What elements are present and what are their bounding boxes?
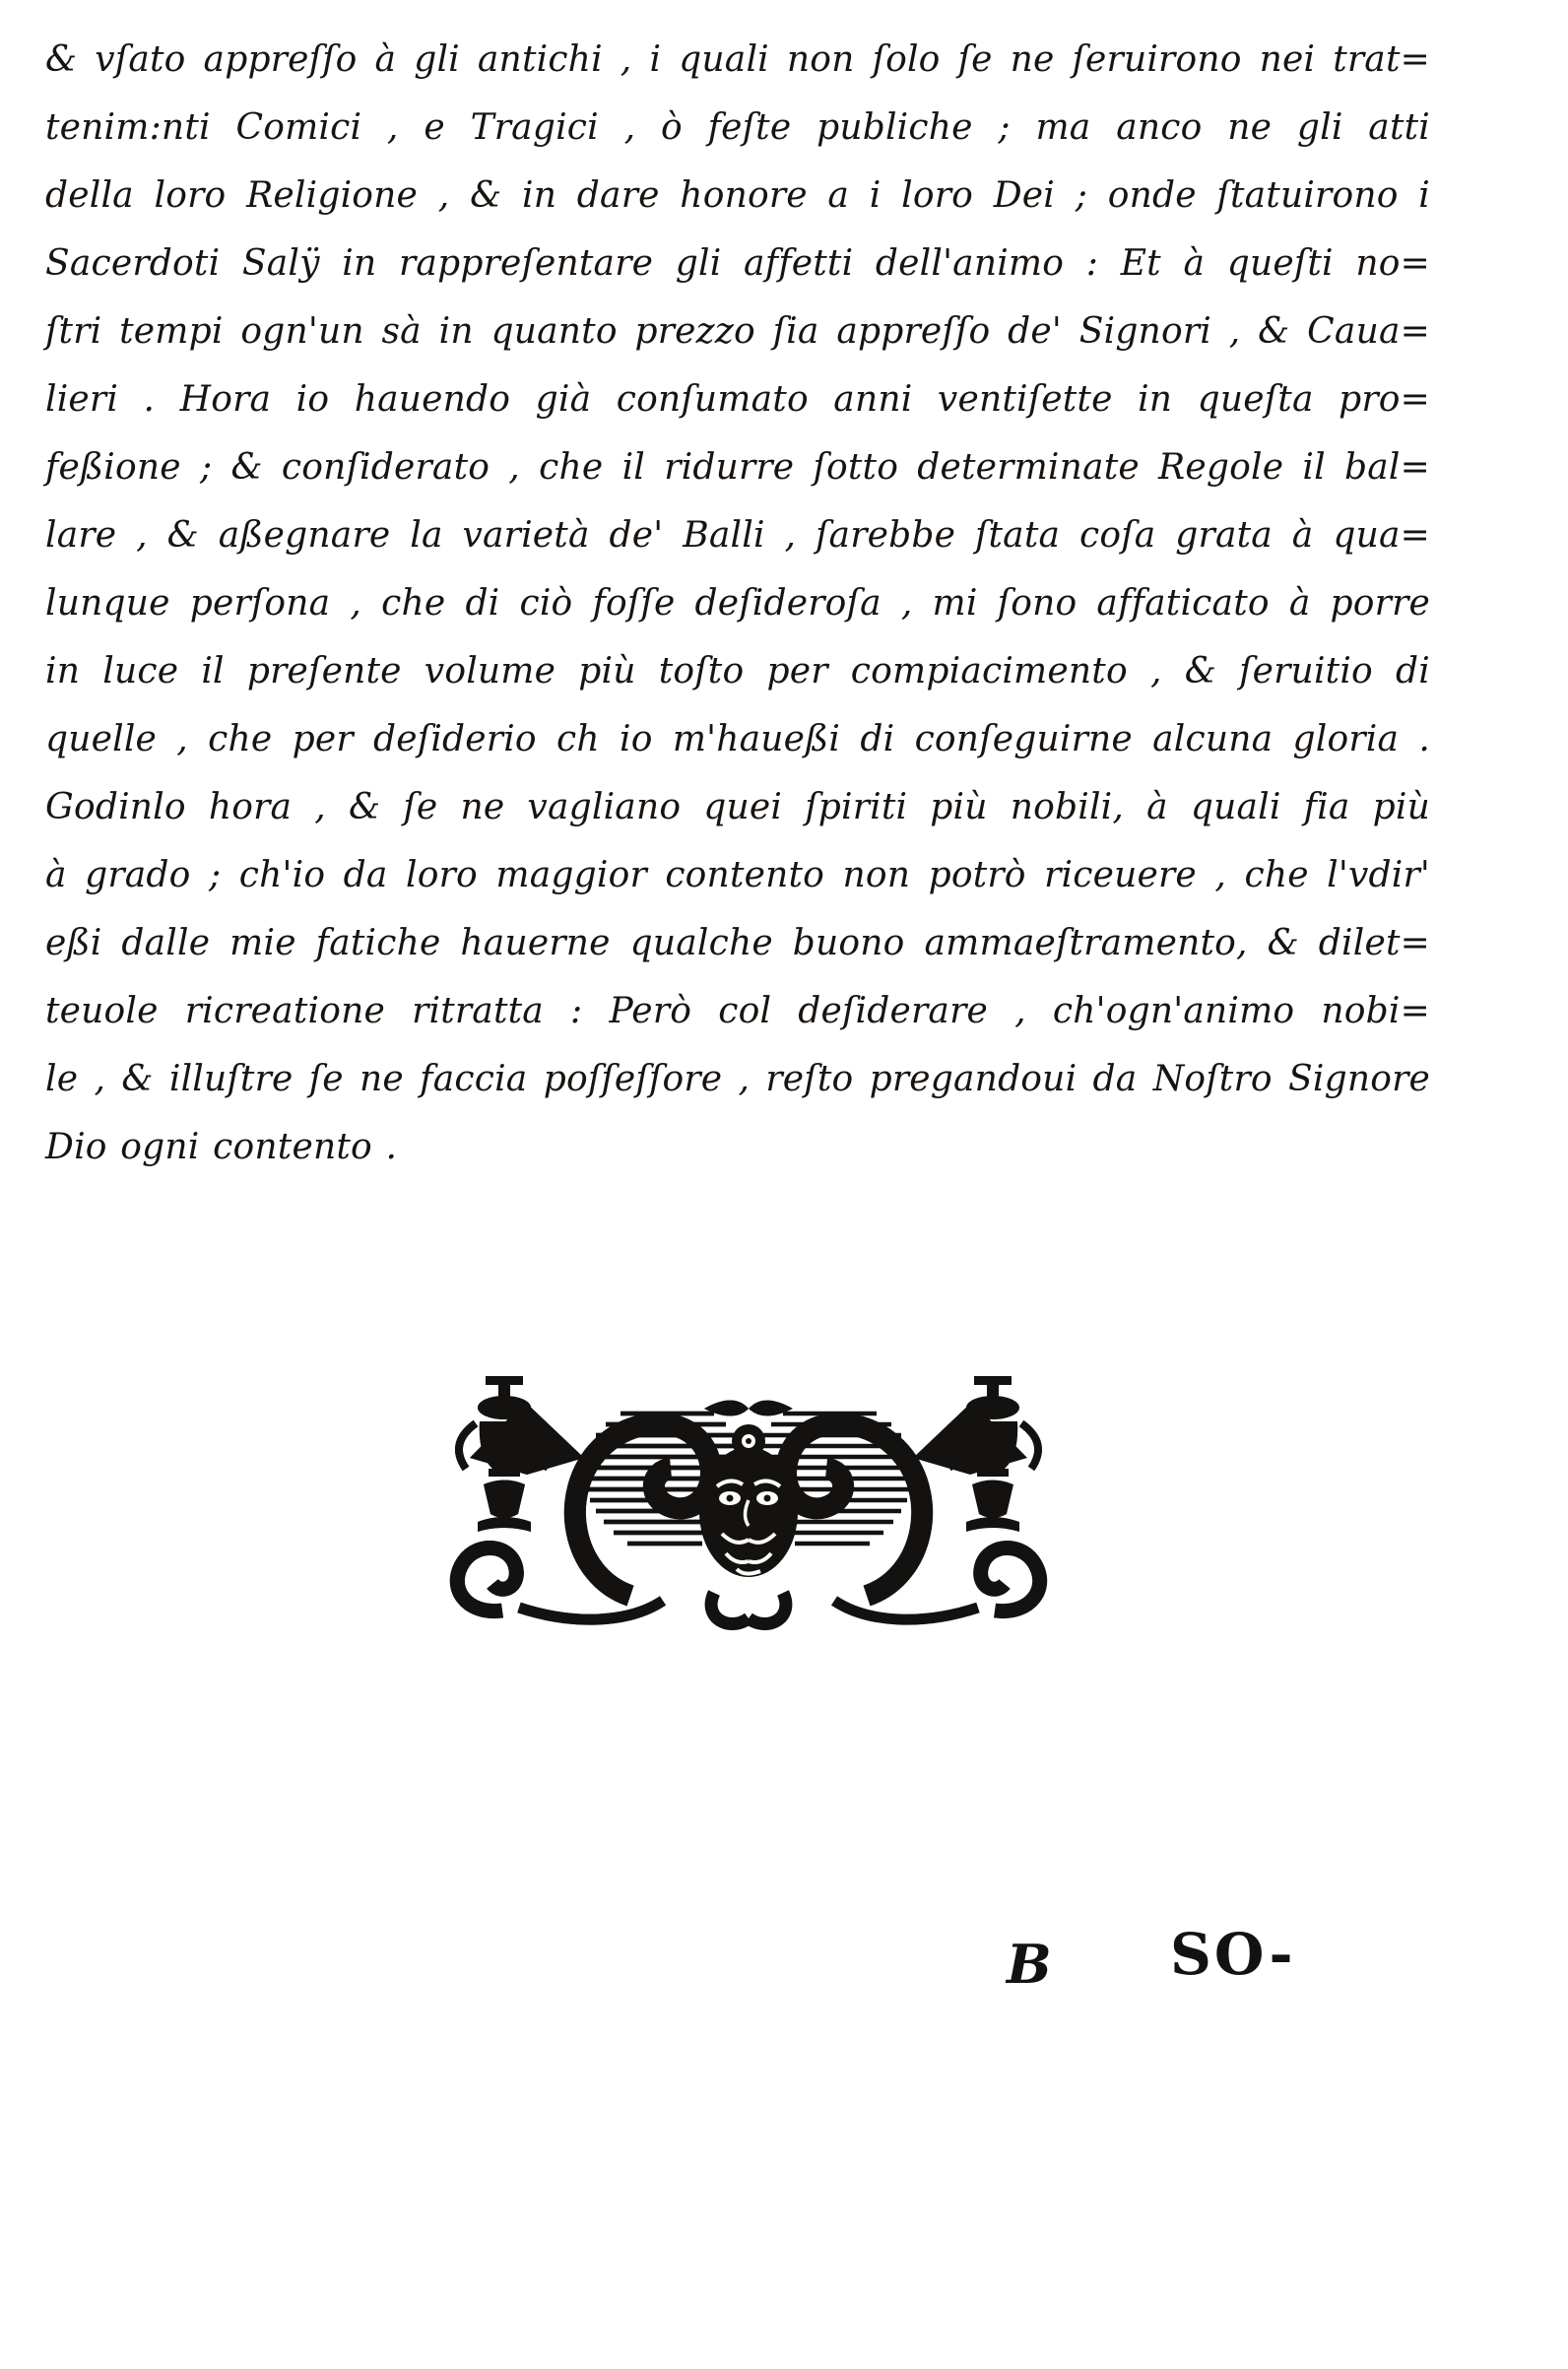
signature-mark: B [1007, 1933, 1052, 1996]
text-line: feßione ; & conſiderato , che il ridurre ſotto determinate Regole il bal= [45, 447, 1430, 488]
text-line: à grado ; ch'io da loro maggior contento non potrò riceuere , che l'vdir' [45, 855, 1430, 895]
text-line: teuole ricreatione ritratta : Però col deſiderare , ch'ogn'animo nobi= [45, 991, 1430, 1031]
text-line: lunque perſona , che di ciò foſſe deſideroſa , mi ſono affaticato à porre [45, 583, 1430, 624]
text-line: Godinlo hora , & ſe ne vagliano quei ſpiriti più nobili, à quali fia più [45, 787, 1430, 827]
text-line: ſtri tempi ogn'un sà in quanto prezzo ſia appreſſo de' Signori , & Caua= [45, 311, 1430, 352]
text-line: Dio ogni contento . [45, 1127, 398, 1167]
text-line: tenim:nti Comici , e Tragici , ò feſte publiche ; ma anco ne gli atti [45, 107, 1430, 148]
catchword: SO- [1170, 1921, 1296, 1988]
ornament-woodcut-icon [409, 1364, 1088, 1630]
body-text [45, 26, 1430, 1181]
text-line: della loro Religione , & in dare honore a i loro Dei ; onde ſtatuirono i [45, 175, 1430, 216]
text-line: & vſato appreſſo à gli antichi , i quali non ſolo ſe ne ſeruirono nei trat= [45, 39, 1430, 80]
text-line: Sacerdoti Salÿ in rappreſentare gli affetti dell'animo : Et à queſti no= [45, 243, 1430, 284]
text-line: in luce il preſente volume più toſto per compiacimento , & ſeruitio di [45, 651, 1430, 691]
text-line: lare , & aßegnare la varietà de' Balli , ſarebbe ſtata coſa grata à qua= [45, 515, 1430, 556]
text-line: lieri . Hora io hauendo già conſumato anni ventiſette in queſta pro= [45, 379, 1430, 420]
text-line: eßi dalle mie fatiche hauerne qualche buono ammaeſtramento, & dilet= [45, 923, 1430, 963]
text-line: quelle , che per deſiderio ch io m'haueßi di conſeguirne alcuna gloria . [45, 719, 1430, 759]
text-line: le , & illuſtre ſe ne faccia poſſeſſore , reſto pregandoui da Noſtro Signore [45, 1059, 1430, 1099]
